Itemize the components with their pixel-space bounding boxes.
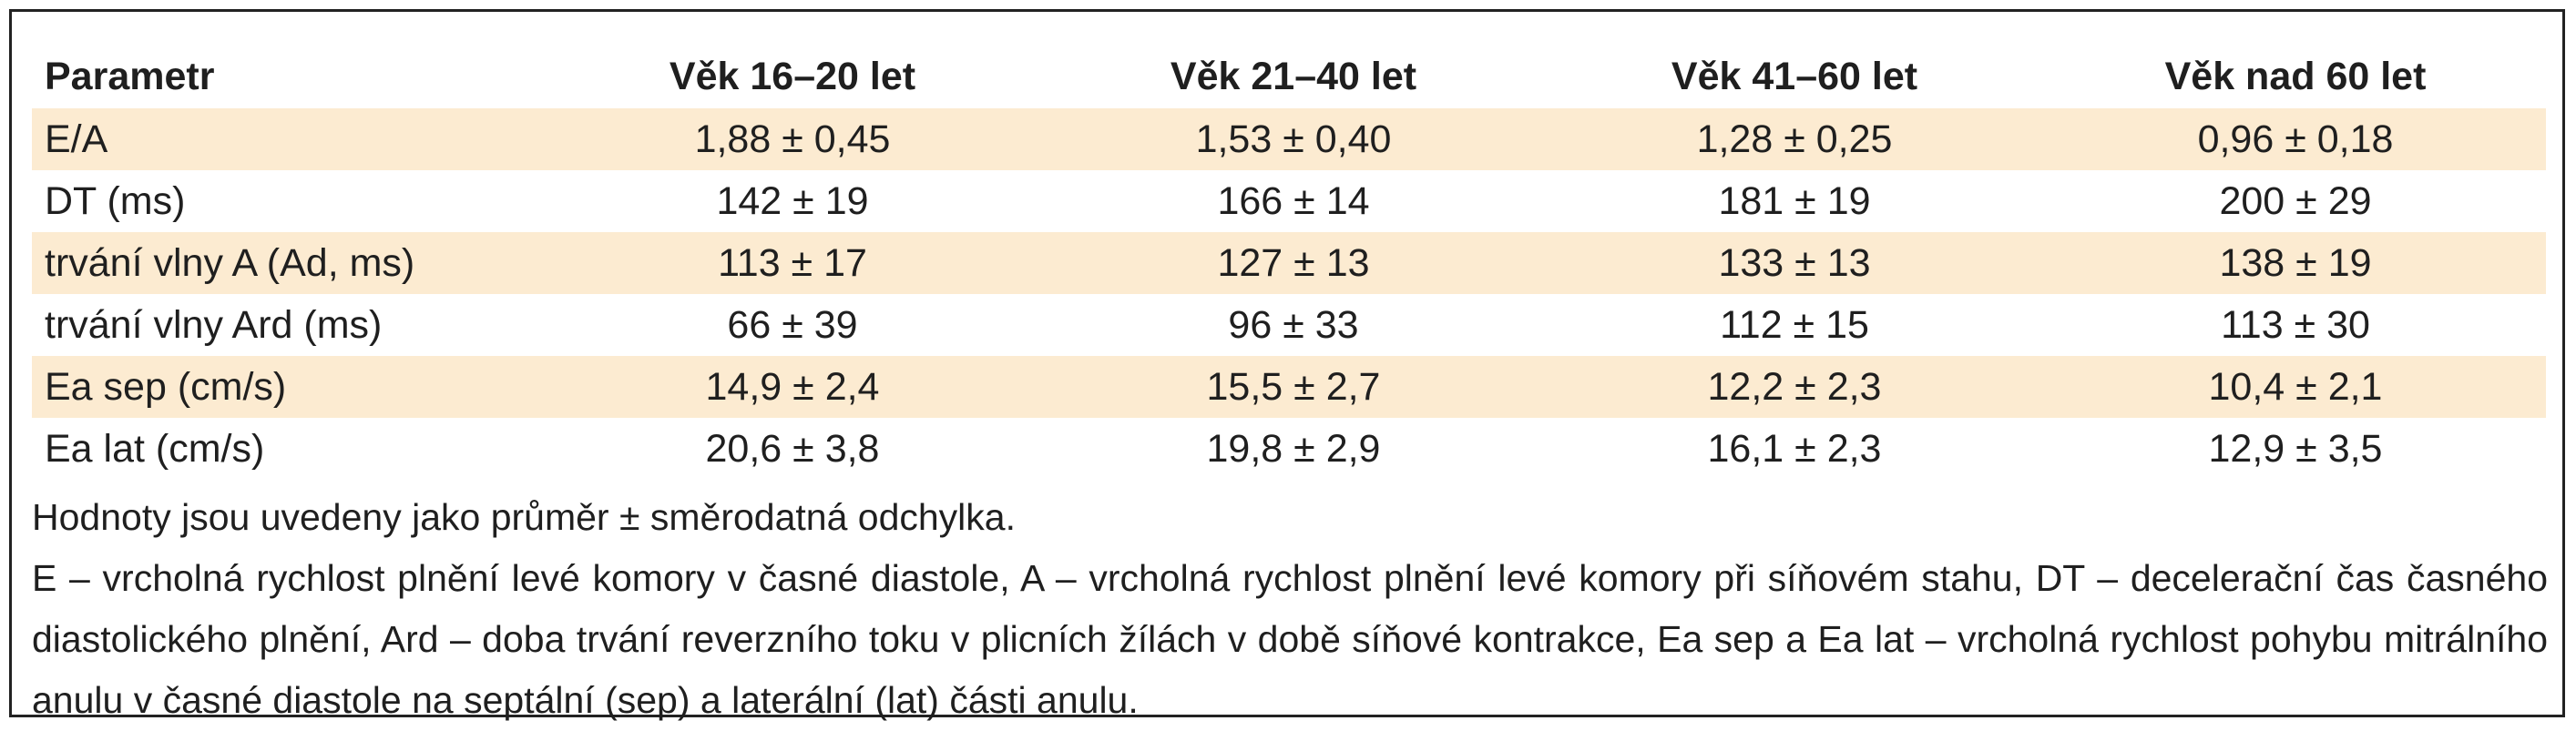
- table-cell: 66 ± 39: [727, 302, 858, 347]
- table-cell: 1,88 ± 0,45: [542, 108, 1043, 170]
- row-label: DT (ms): [45, 178, 186, 223]
- header-age-over-60: Věk nad 60 let: [2164, 54, 2427, 98]
- table-row: [32, 418, 2546, 480]
- table-cell: 1,28 ± 0,25: [1544, 108, 2045, 170]
- table-cell: 12,9 ± 3,5: [2208, 426, 2383, 471]
- table-cell: 181 ± 19: [1718, 178, 1871, 223]
- row-label: E/A: [32, 108, 542, 170]
- row-label: trvání vlny A (Ad, ms): [32, 232, 542, 294]
- table-cell: 166 ± 14: [1217, 178, 1370, 223]
- table-cell: 14,9 ± 2,4: [542, 356, 1043, 418]
- header-parametr: Parametr: [45, 54, 215, 98]
- table-cell: 15,5 ± 2,7: [1043, 356, 1544, 418]
- row-label: trvání vlny Ard (ms): [45, 302, 383, 347]
- row-label: Ea lat (cm/s): [45, 426, 265, 471]
- table-cell: 142 ± 19: [716, 178, 869, 223]
- table-frame: [9, 9, 2565, 721]
- header-age-21-40: Věk 21–40 let: [1170, 54, 1417, 98]
- row-label: Ea sep (cm/s): [32, 356, 542, 418]
- table-cell: 113 ± 30: [2221, 302, 2370, 347]
- table-cell: 1,53 ± 0,40: [1043, 108, 1544, 170]
- table-row: [32, 232, 2546, 294]
- table-row: [32, 170, 2546, 232]
- header-age-16-20: Věk 16–20 let: [669, 54, 916, 98]
- table-notes: [32, 487, 2548, 731]
- table-row: [32, 108, 2546, 170]
- table-row: [32, 356, 2546, 418]
- table-cell: 96 ± 33: [1228, 302, 1359, 347]
- table-cell: 112 ± 15: [1720, 302, 1869, 347]
- parameter-table: [32, 45, 2546, 480]
- table-cell: 10,4 ± 2,1: [2045, 356, 2546, 418]
- table-cell: 127 ± 13: [1043, 232, 1544, 294]
- table-cell: 200 ± 29: [2219, 178, 2372, 223]
- table-cell: 138 ± 19: [2045, 232, 2546, 294]
- table-cell: 113 ± 17: [542, 232, 1043, 294]
- table-cell: 133 ± 13: [1544, 232, 2045, 294]
- table-cell: 16,1 ± 2,3: [1707, 426, 1882, 471]
- table-cell: 0,96 ± 0,18: [2045, 108, 2546, 170]
- notes-abbreviations: E – vrcholná rychlost plnění levé komory v časné diastole, A – vrcholná rychlost plnění levé komory při síňovém stahu, DT – decelerační čas časného diastolického plnění, Ard – doba trvání reverzního toku v plicních žílách v době síňové kontrakce, Ea sep a Ea lat – vrcholná rychlost pohybu mitrálního anulu v časné diastole na septální (sep) a laterální (lat) části anulu.: [32, 557, 2548, 721]
- table-cell: 12,2 ± 2,3: [1544, 356, 2045, 418]
- table-row: [32, 294, 2546, 356]
- table-cell: 20,6 ± 3,8: [705, 426, 880, 471]
- header-row: [32, 45, 2546, 108]
- table-cell: 19,8 ± 2,9: [1206, 426, 1381, 471]
- header-age-41-60: Věk 41–60 let: [1671, 54, 1918, 98]
- notes-values-line: Hodnoty jsou uvedeny jako průměr ± směrodatná odchylka.: [32, 496, 1016, 538]
